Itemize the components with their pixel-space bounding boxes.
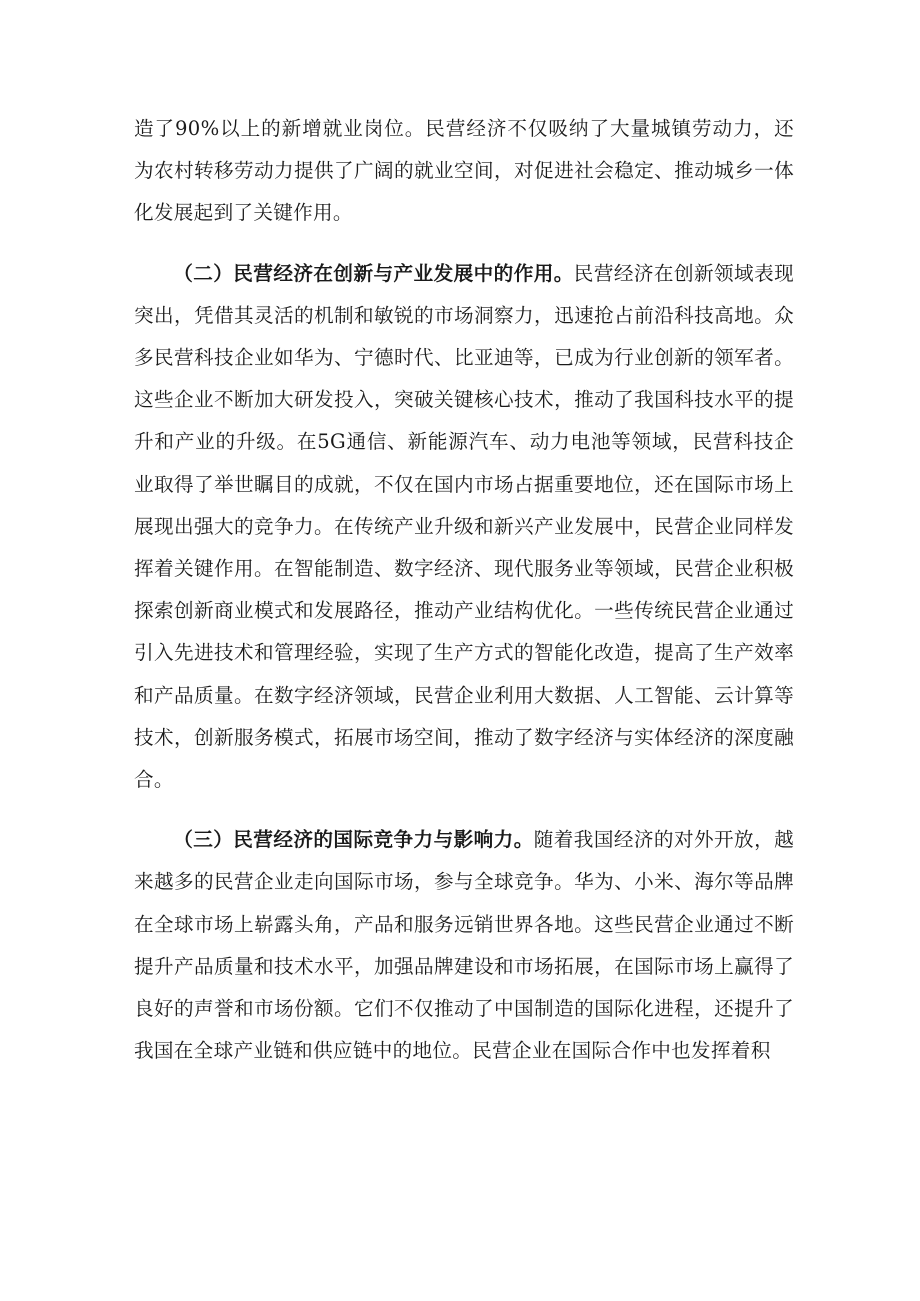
paragraph-text: 造了90%以上的新增就业岗位。民营经济不仅吸纳了大量城镇劳动力，还为农村转移劳动力提供了广阔的就业空间，对促进社会稳定、推动城乡一体化发展起到了关键作用。 <box>134 117 794 225</box>
document-page <box>134 108 794 1072</box>
paragraph-employment <box>134 108 794 235</box>
paragraph-innovation <box>134 253 794 802</box>
paragraph-international <box>134 819 794 1072</box>
paragraph-text: 民营经济在创新领域表现突出，凭借其灵活的机制和敏锐的市场洞察力，迅速抢占前沿科技高地。众多民营科技企业如华为、宁德时代、比亚迪等，已成为行业创新的领军者。这些企业不断加大研发投入，突破关键核心技术，推动了我国科技水平的提升和产业的升级。在5G通信、新能源汽车、动力电池等领域，民营科技企业取得了举世瞩目的成就，不仅在国内市场占据重要地位，还在国际市场上展现出强大的竞争力。在传统产业升级和新兴产业发展中，民营企业同样发挥着关键作用。在智能制造、数字经济、现代服务业等领域，民营企业积极探索创新商业模式和发展路径，推动产业结构优化。一些传统民营企业通过引入先进技术和管理经验，实现了生产方式的智能化改造，提高了生产效率和产品质量。在数字经济领域，民营企业利用大数据、人工智能、云计算等技术，创新服务模式，拓展市场空间，推动了数字经济与实体经济的深度融合。 <box>134 261 794 792</box>
section-heading-international: （三）民营经济的国际竞争力与影响力。 <box>173 828 534 852</box>
section-heading-innovation: （二）民营经济在创新与产业发展中的作用。 <box>173 261 574 285</box>
paragraph-text: 随着我国经济的对外开放，越来越多的民营企业走向国际市场，参与全球竞争。华为、小米、海尔等品牌在全球市场上崭露头角，产品和服务远销世界各地。这些民营企业通过不断提升产品质量和技术水平，加强品牌建设和市场拓展，在国际市场上赢得了良好的声誉和市场份额。它们不仅推动了中国制造的国际化进程，还提升了我国在全球产业链和供应链中的地位。民营企业在国际合作中也发挥着积 <box>134 828 794 1063</box>
